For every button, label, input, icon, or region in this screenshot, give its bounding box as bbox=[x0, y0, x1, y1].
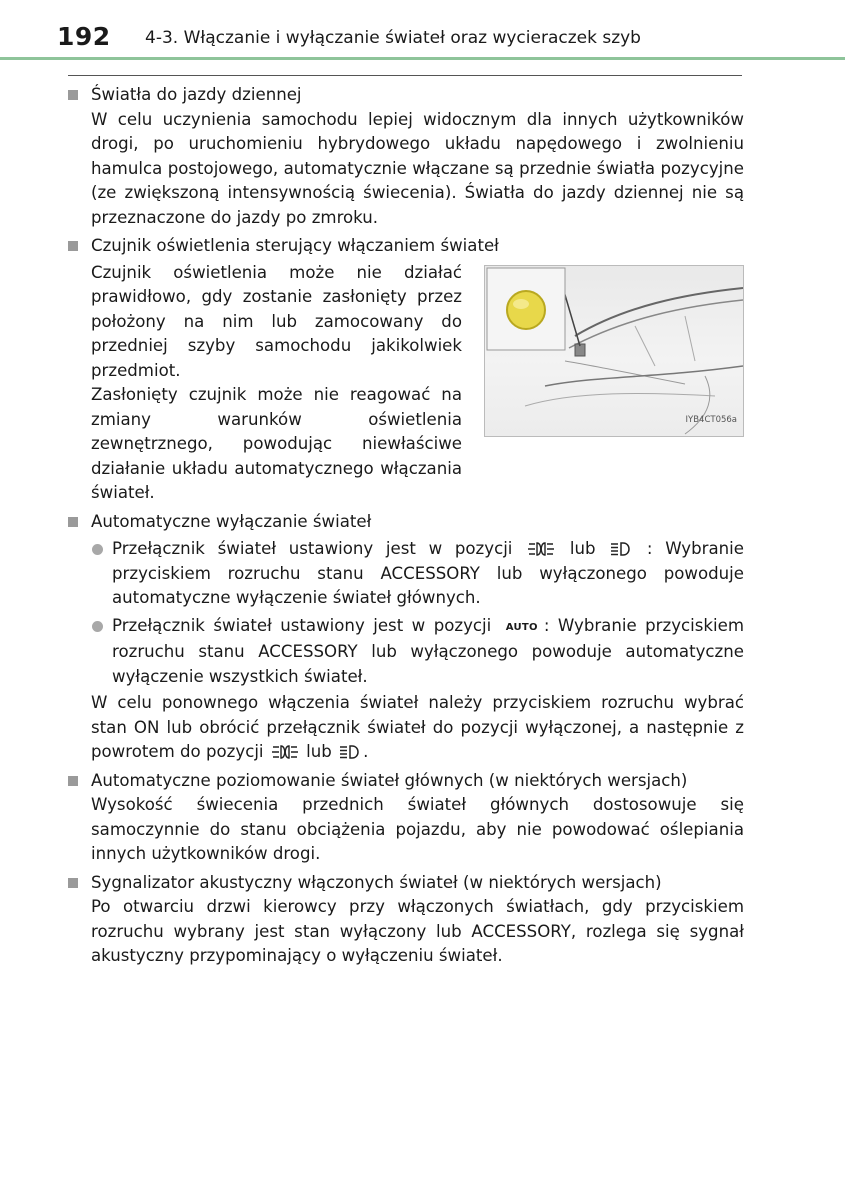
bullet-text-or: lub bbox=[569, 539, 596, 558]
page-header bbox=[0, 0, 845, 62]
section-title: Światła do jazdy dziennej bbox=[91, 85, 302, 104]
square-bullet-icon bbox=[68, 90, 78, 100]
parking-lights-icon bbox=[271, 744, 299, 760]
section-body: Po otwarciu drzwi kierowcy przy włączonych światłach, gdy przyciskiem rozruchu wybrany jest stan wyłączony lub ACCESSORY, rozlega się sygnał akustyczny przypominający o wyłączeniu świateł. bbox=[91, 897, 744, 965]
section-body: Wysokość świecenia przednich świateł głównych dostosowuje się samoczynnie do stanu obciążenia pojazdu, aby nie powodować oślepiania innych użytkowników drogi. bbox=[91, 795, 744, 863]
bullet-text-post: : Wybranie przyciskiem rozruchu stanu ACCESSORY lub wyłączonego powoduje automatyczne wyłączenie świateł głównych. bbox=[112, 539, 744, 607]
section-rule bbox=[68, 75, 742, 76]
bullet-text-pre: Przełącznik świateł ustawiony jest w pozycji bbox=[112, 615, 492, 635]
list-item bbox=[91, 614, 744, 690]
auto-position-label: AUTO bbox=[505, 621, 538, 633]
sensor-figure bbox=[484, 265, 744, 437]
headlights-icon bbox=[339, 744, 361, 760]
section-heading-auto-off bbox=[68, 510, 744, 535]
sensor-body-2: Zasłonięty czujnik może nie reagować na zmiany warunków oświetlenia zewnętrznego, powodując niewłaściwe działanie układu automatycznego włączania świateł. bbox=[91, 385, 462, 502]
square-bullet-icon bbox=[68, 241, 78, 251]
list-item bbox=[91, 537, 744, 611]
square-bullet-icon bbox=[68, 517, 78, 527]
figure-code: IYB4CT056a bbox=[685, 415, 737, 425]
bullet-text-post: : Wybranie przyciskiem rozruchu stanu ACCESSORY lub wyłączonego powoduje automatyczne wyłączenie wszystkich świateł. bbox=[112, 615, 745, 686]
section-body: W celu uczynienia samochodu lepiej widocznym dla innych użytkowników drogi, po uruchomieniu hybrydowego układu napędowego i zwolnieniu hamulca postojowego, automatycznie włączane są przednie światła pozycyjne (ze zwiększoną intensywnością świecenia). Światła do jazdy dziennej nie są przeznaczone do jazdy po zmroku. bbox=[91, 109, 744, 227]
section-title: Automatyczne poziomowanie świateł głównych (w niektórych wersjach) bbox=[91, 770, 688, 790]
section-heading-drl bbox=[68, 83, 744, 108]
section-title: Automatyczne wyłączanie świateł bbox=[91, 511, 372, 531]
sensor-body-1: Czujnik oświetlenia może nie działać prawidłowo, gdy zostanie zasłonięty przez położony na nim lub zamocowany do przedniej szyby samochodu jakikolwiek przedmiot. bbox=[91, 262, 462, 380]
headlights-icon bbox=[610, 541, 632, 557]
sensor-text bbox=[91, 261, 462, 506]
bullet-text-pre: Przełącznik świateł ustawiony jest w pozycji bbox=[112, 539, 513, 558]
section-body bbox=[91, 691, 744, 765]
body-text-or: lub bbox=[306, 742, 332, 761]
section-title: Czujnik oświetlenia sterujący włączaniem świateł bbox=[91, 236, 499, 255]
square-bullet-icon bbox=[68, 878, 78, 888]
page-content bbox=[68, 83, 744, 969]
page-number: 192 bbox=[57, 22, 111, 51]
body-text-end: . bbox=[363, 742, 369, 761]
square-bullet-icon bbox=[68, 776, 78, 786]
section-heading-sensor bbox=[68, 234, 744, 259]
round-bullet-icon bbox=[92, 544, 103, 555]
section-heading-buzzer bbox=[68, 871, 744, 896]
parking-lights-icon bbox=[527, 541, 555, 557]
chapter-title: 4-3. Włączanie i wyłączanie świateł oraz wycieraczek szyb bbox=[145, 28, 641, 48]
header-rule bbox=[0, 57, 845, 60]
body-text-pre: W celu ponownego włączenia świateł należy przyciskiem rozruchu wybrać stan ON lub obrócić przełącznik świateł do pozycji wyłączonej, a następnie z powrotem do pozycji bbox=[91, 693, 744, 761]
section-heading-leveling bbox=[68, 769, 744, 794]
sensor-block bbox=[91, 261, 744, 506]
section-title: Sygnalizator akustyczny włączonych świateł (w niektórych wersjach) bbox=[91, 872, 662, 892]
round-bullet-icon bbox=[92, 621, 103, 632]
